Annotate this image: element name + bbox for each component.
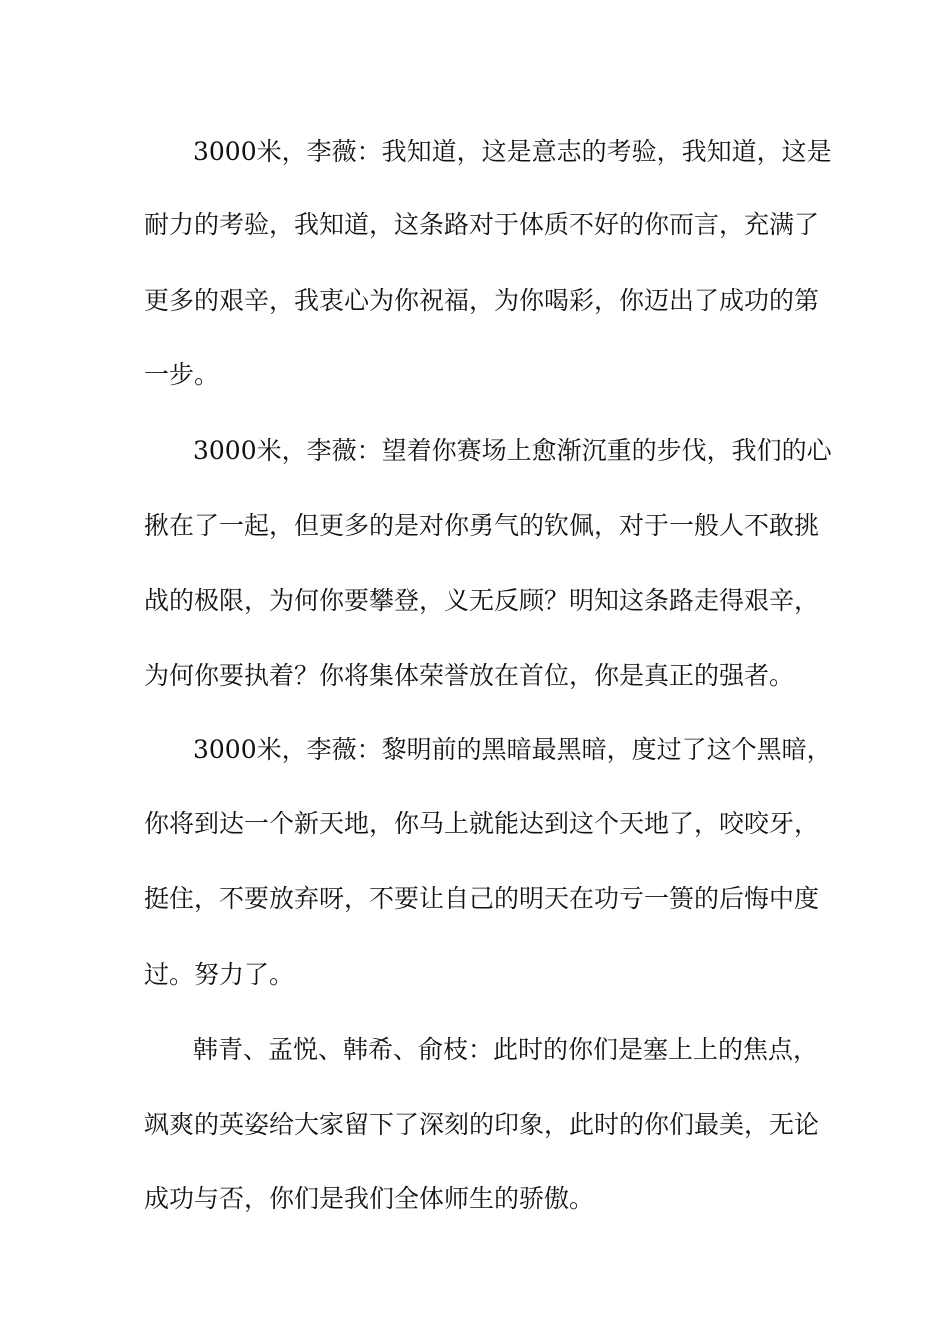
paragraph-4-line-2 (0, 1105, 950, 1145)
text-line: 耐力的考验，我知道，这条路对于体质不好的你而言，充满了 (144, 210, 820, 239)
paragraph-2-line-1 (0, 431, 950, 471)
text-line: 一步。 (144, 360, 220, 389)
text-line: 3000米，李薇：黎明前的黑暗最黑暗，度过了这个黑暗， (193, 735, 832, 764)
paragraph-4-line-3 (0, 1179, 950, 1219)
text-line: 你将到达一个新天地，你马上就能达到这个天地了，咬咬牙， (144, 809, 820, 838)
paragraph-3-line-4 (0, 955, 950, 995)
text-line: 挺住，不要放弃呀，不要让自己的明天在功亏一篑的后悔中度 (144, 884, 820, 913)
paragraph-1-line-3 (0, 281, 950, 321)
text-line: 飒爽的英姿给大家留下了深刻的印象，此时的你们最美，无论 (144, 1110, 820, 1139)
text-line: 过。努力了。 (144, 960, 295, 989)
text-line: 更多的艰辛，我衷心为你祝福，为你喝彩，你迈出了成功的第 (144, 286, 820, 315)
text-line: 韩青、孟悦、韩希、俞枝：此时的你们是塞上上的焦点， (193, 1035, 819, 1064)
paragraph-4-line-1 (0, 1030, 950, 1070)
text-line: 成功与否，你们是我们全体师生的骄傲。 (144, 1184, 595, 1213)
paragraph-2-line-2 (0, 506, 950, 546)
text-line: 揪在了一起，但更多的是对你勇气的钦佩，对于一般人不敢挑 (144, 511, 820, 540)
paragraph-1-line-4 (0, 355, 950, 395)
paragraph-3-line-2 (0, 804, 950, 844)
paragraph-2-line-4 (0, 656, 950, 696)
text-line: 为何你要执着？你将集体荣誉放在首位，你是真正的强者。 (144, 661, 795, 690)
text-line: 战的极限，为何你要攀登，义无反顾？明知这条路走得艰辛， (144, 586, 820, 615)
paragraph-1-line-1 (0, 132, 950, 172)
paragraph-2-line-3 (0, 581, 950, 621)
paragraph-3-line-3 (0, 879, 950, 919)
text-line: 3000米，李薇：我知道，这是意志的考验，我知道，这是 (193, 137, 832, 166)
paragraph-3-line-1 (0, 730, 950, 770)
paragraph-1-line-2 (0, 205, 950, 245)
text-line: 3000米，李薇：望着你赛场上愈渐沉重的步伐，我们的心 (193, 436, 832, 465)
